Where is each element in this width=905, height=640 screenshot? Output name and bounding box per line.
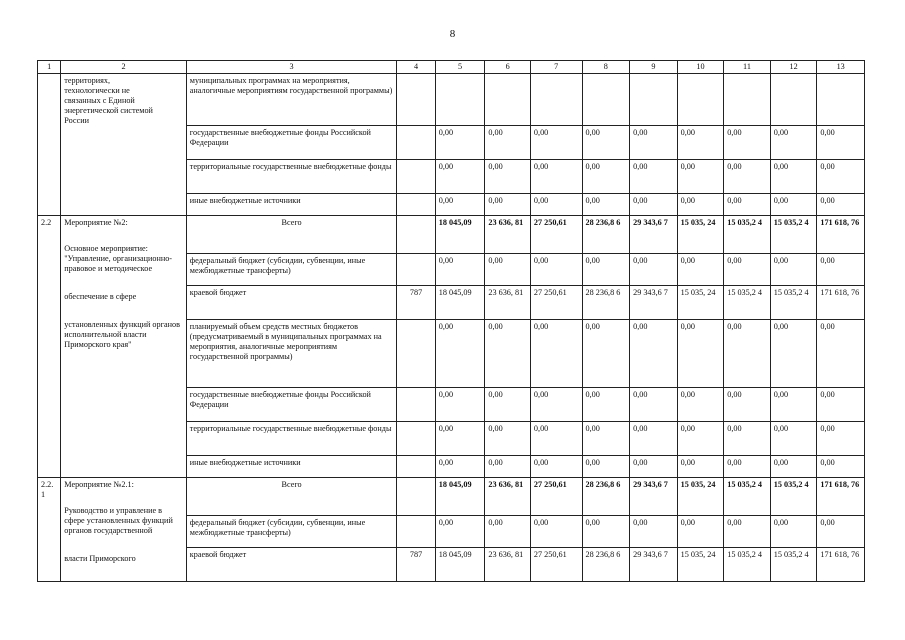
activity-name-cell: [61, 216, 187, 478]
amount-cell: 0,00: [485, 456, 531, 478]
activity-name-line: энергетической системой: [64, 106, 153, 115]
amount-cell: 0,00: [770, 254, 817, 286]
amount-cell: 171 618, 76: [817, 478, 865, 516]
amount-cell: 0,00: [582, 320, 630, 388]
amount-cell: 0,00: [582, 194, 630, 216]
amount-cell: 0,00: [770, 320, 817, 388]
amount-cell: 0,00: [677, 320, 724, 388]
amount-cell: 27 250,61: [530, 286, 582, 320]
amount-cell: 0,00: [435, 388, 485, 422]
amount-cell: 0,00: [770, 456, 817, 478]
activity-name-line: территориях,: [64, 76, 111, 85]
amount-cell: 0,00: [435, 126, 485, 160]
funding-source: муниципальных программах на мероприятия, аналогичные мероприятиям государственной программы): [186, 74, 397, 126]
amount-cell: 28 236,8 6: [582, 286, 630, 320]
amount-cell: 0,00: [677, 456, 724, 478]
amount-cell: 0,00: [677, 254, 724, 286]
budget-code: [397, 516, 435, 548]
activity-name-line: связанных с Единой: [64, 96, 135, 105]
amount-cell: 0,00: [435, 516, 485, 548]
amount-cell: 0,00: [677, 388, 724, 422]
amount-cell: 171 618, 76: [817, 216, 865, 254]
amount-cell: 23 636, 81: [485, 478, 531, 516]
funding-source: федеральный бюджет (субсидии, субвенции, иные межбюджетные трансферты): [186, 516, 397, 548]
funding-source: иные внебюджетные источники: [186, 194, 397, 216]
amount-cell: [724, 74, 771, 126]
table-row: [38, 216, 865, 254]
funding-source: государственные внебюджетные фонды Российской Федерации: [186, 126, 397, 160]
amount-cell: 0,00: [724, 456, 771, 478]
funding-source: государственные внебюджетные фонды Российской Федерации: [186, 388, 397, 422]
amount-cell: 0,00: [770, 126, 817, 160]
budget-code: [397, 126, 435, 160]
budget-code: 787: [397, 548, 435, 582]
budget-code: [397, 254, 435, 286]
amount-cell: 18 045,09: [435, 478, 485, 516]
amount-cell: 0,00: [724, 126, 771, 160]
amount-cell: 0,00: [677, 194, 724, 216]
budget-code: [397, 160, 435, 194]
amount-cell: 0,00: [435, 456, 485, 478]
amount-cell: 0,00: [817, 194, 865, 216]
amount-cell: 0,00: [770, 388, 817, 422]
amount-cell: 0,00: [582, 422, 630, 456]
activity-description: власти Приморского: [64, 554, 136, 563]
column-number-1: 1: [38, 61, 61, 74]
budget-table: [37, 60, 865, 582]
amount-cell: 0,00: [770, 516, 817, 548]
table-row: [38, 74, 865, 126]
amount-cell: 0,00: [724, 160, 771, 194]
amount-cell: 0,00: [435, 320, 485, 388]
amount-cell: 0,00: [530, 160, 582, 194]
amount-cell: 0,00: [485, 194, 531, 216]
amount-cell: [435, 74, 485, 126]
activity-description: Руководство и управление в сфере установленных функций органов государственной: [64, 506, 173, 535]
amount-cell: 27 250,61: [530, 216, 582, 254]
amount-cell: 0,00: [530, 422, 582, 456]
amount-cell: 0,00: [724, 388, 771, 422]
amount-cell: 0,00: [530, 254, 582, 286]
amount-cell: 0,00: [582, 126, 630, 160]
page-number: 8: [449, 28, 456, 40]
amount-cell: 0,00: [485, 422, 531, 456]
amount-cell: [817, 74, 865, 126]
amount-cell: 0,00: [677, 516, 724, 548]
amount-cell: 0,00: [724, 422, 771, 456]
activity-title: Мероприятие №2.1:: [64, 480, 134, 489]
amount-cell: 15 035,2 4: [770, 216, 817, 254]
column-number-13: 13: [817, 61, 865, 74]
amount-cell: 15 035, 24: [677, 286, 724, 320]
column-number-11: 11: [724, 61, 771, 74]
column-number-row: [38, 61, 865, 74]
amount-cell: [770, 74, 817, 126]
column-number-5: 5: [435, 61, 485, 74]
amount-cell: 0,00: [582, 456, 630, 478]
budget-code: 787: [397, 286, 435, 320]
funding-source: краевой бюджет: [186, 548, 397, 582]
amount-cell: 0,00: [630, 456, 678, 478]
budget-code: [397, 216, 435, 254]
amount-cell: 0,00: [582, 516, 630, 548]
amount-cell: 0,00: [817, 388, 865, 422]
funding-source: планируемый объем средств местных бюджетов (предусматриваемый в муниципальных программах на мероприятия, аналогичные мероприятиям государственной программы): [186, 320, 397, 388]
amount-cell: 23 636, 81: [485, 286, 531, 320]
amount-cell: 0,00: [724, 516, 771, 548]
column-number-7: 7: [530, 61, 582, 74]
amount-cell: 29 343,6 7: [630, 478, 678, 516]
funding-source: федеральный бюджет (субсидии, субвенции, иные межбюджетные трансферты): [186, 254, 397, 286]
amount-cell: 15 035,2 4: [724, 286, 771, 320]
amount-cell: 0,00: [630, 320, 678, 388]
amount-cell: 0,00: [630, 422, 678, 456]
amount-cell: 0,00: [530, 194, 582, 216]
amount-cell: 29 343,6 7: [630, 216, 678, 254]
funding-source: Всего: [186, 478, 397, 516]
activity-description: обеспечение в сфере: [64, 292, 137, 301]
amount-cell: [485, 74, 531, 126]
amount-cell: [582, 74, 630, 126]
budget-code: [397, 194, 435, 216]
funding-source: Всего: [186, 216, 397, 254]
budget-code: [397, 388, 435, 422]
amount-cell: 171 618, 76: [817, 548, 865, 582]
amount-cell: 0,00: [530, 516, 582, 548]
column-number-4: 4: [397, 61, 435, 74]
amount-cell: 0,00: [530, 320, 582, 388]
amount-cell: 0,00: [530, 126, 582, 160]
activity-description: установленных функций органов исполнительной власти Приморского края": [64, 320, 180, 349]
column-number-10: 10: [677, 61, 724, 74]
funding-source: иные внебюджетные источники: [186, 456, 397, 478]
activity-description: Основное мероприятие: "Управление, организационно-правовое и методическое: [64, 244, 173, 273]
row-index: 2.2: [38, 216, 61, 478]
column-number-6: 6: [485, 61, 531, 74]
activity-name-line: России: [64, 116, 89, 125]
amount-cell: 15 035,2 4: [770, 548, 817, 582]
amount-cell: 18 045,09: [435, 216, 485, 254]
amount-cell: 0,00: [817, 456, 865, 478]
amount-cell: 23 636, 81: [485, 548, 531, 582]
activity-title: Мероприятие №2:: [64, 218, 128, 227]
amount-cell: 18 045,09: [435, 286, 485, 320]
activity-name-line: технологически не: [64, 86, 130, 95]
row-index: [38, 74, 61, 216]
amount-cell: 0,00: [630, 126, 678, 160]
amount-cell: 0,00: [435, 254, 485, 286]
amount-cell: 27 250,61: [530, 478, 582, 516]
amount-cell: 15 035,2 4: [724, 216, 771, 254]
amount-cell: 0,00: [770, 422, 817, 456]
budget-code: [397, 478, 435, 516]
amount-cell: 18 045,09: [435, 548, 485, 582]
amount-cell: 0,00: [770, 160, 817, 194]
budget-code: [397, 422, 435, 456]
amount-cell: 0,00: [817, 254, 865, 286]
column-number-12: 12: [770, 61, 817, 74]
amount-cell: 0,00: [630, 388, 678, 422]
amount-cell: 0,00: [817, 422, 865, 456]
amount-cell: 0,00: [677, 422, 724, 456]
amount-cell: 27 250,61: [530, 548, 582, 582]
amount-cell: 0,00: [677, 160, 724, 194]
amount-cell: 0,00: [485, 160, 531, 194]
amount-cell: 0,00: [435, 160, 485, 194]
amount-cell: 0,00: [530, 456, 582, 478]
amount-cell: 23 636, 81: [485, 216, 531, 254]
amount-cell: [530, 74, 582, 126]
amount-cell: 15 035,2 4: [770, 286, 817, 320]
column-number-8: 8: [582, 61, 630, 74]
amount-cell: [630, 74, 678, 126]
amount-cell: 15 035, 24: [677, 478, 724, 516]
amount-cell: 0,00: [677, 126, 724, 160]
amount-cell: 0,00: [770, 194, 817, 216]
amount-cell: 0,00: [817, 320, 865, 388]
table-row: [38, 478, 865, 516]
column-number-9: 9: [630, 61, 678, 74]
amount-cell: 0,00: [817, 160, 865, 194]
amount-cell: 0,00: [817, 516, 865, 548]
funding-source: территориальные государственные внебюджетные фонды: [186, 422, 397, 456]
amount-cell: 0,00: [435, 422, 485, 456]
amount-cell: 15 035,2 4: [724, 478, 771, 516]
budget-code: [397, 74, 435, 126]
budget-code: [397, 320, 435, 388]
amount-cell: 0,00: [435, 194, 485, 216]
amount-cell: 0,00: [724, 254, 771, 286]
column-number-3: 3: [186, 61, 397, 74]
amount-cell: 0,00: [485, 126, 531, 160]
amount-cell: 0,00: [630, 194, 678, 216]
amount-cell: 28 236,8 6: [582, 548, 630, 582]
amount-cell: 15 035, 24: [677, 216, 724, 254]
funding-source: территориальные государственные внебюджетные фонды: [186, 160, 397, 194]
amount-cell: 0,00: [485, 320, 531, 388]
amount-cell: 0,00: [582, 388, 630, 422]
activity-name-cell: [61, 478, 187, 582]
amount-cell: 0,00: [630, 516, 678, 548]
amount-cell: 15 035,2 4: [770, 478, 817, 516]
amount-cell: 0,00: [630, 160, 678, 194]
row-index: 2.2. 1: [38, 478, 61, 582]
funding-source: краевой бюджет: [186, 286, 397, 320]
column-number-2: 2: [61, 61, 187, 74]
amount-cell: 0,00: [530, 388, 582, 422]
amount-cell: 0,00: [485, 254, 531, 286]
amount-cell: 0,00: [724, 320, 771, 388]
budget-code: [397, 456, 435, 478]
amount-cell: 0,00: [582, 160, 630, 194]
amount-cell: 15 035,2 4: [724, 548, 771, 582]
amount-cell: 0,00: [485, 388, 531, 422]
amount-cell: 0,00: [817, 126, 865, 160]
amount-cell: 0,00: [582, 254, 630, 286]
amount-cell: 0,00: [724, 194, 771, 216]
amount-cell: 0,00: [630, 254, 678, 286]
amount-cell: 29 343,6 7: [630, 286, 678, 320]
amount-cell: 28 236,8 6: [582, 478, 630, 516]
amount-cell: [677, 74, 724, 126]
amount-cell: 29 343,6 7: [630, 548, 678, 582]
amount-cell: 28 236,8 6: [582, 216, 630, 254]
amount-cell: 171 618, 76: [817, 286, 865, 320]
amount-cell: 15 035, 24: [677, 548, 724, 582]
amount-cell: 0,00: [485, 516, 531, 548]
activity-name-cell: [61, 74, 187, 216]
